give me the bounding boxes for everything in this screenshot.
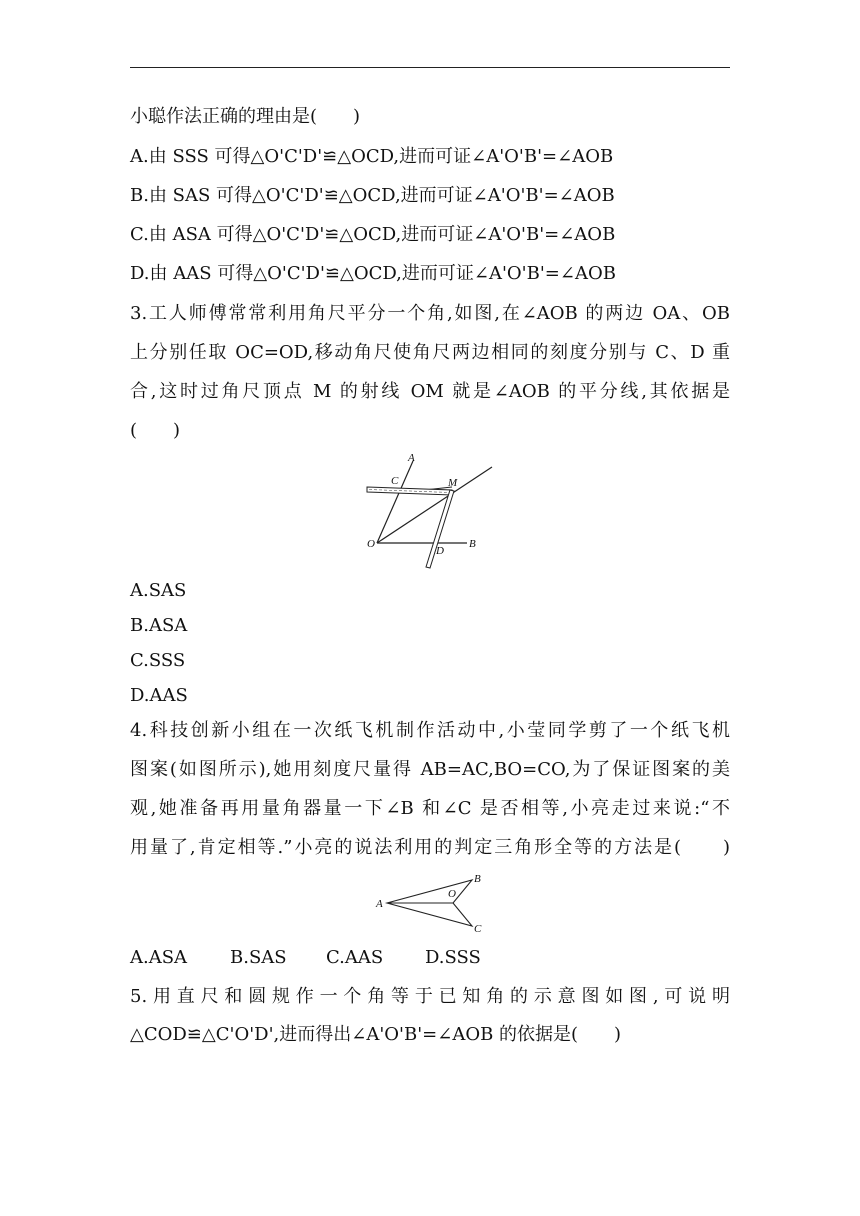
q3-option-b: B.ASA bbox=[130, 615, 188, 636]
q4-figure bbox=[370, 870, 490, 936]
q4-stem-line-4: 用量了,肯定相等.”小亮的说法利用的判定三角形全等的方法是( ) bbox=[130, 837, 730, 858]
header-rule bbox=[130, 67, 730, 68]
q2-stem: 小聪作法正确的理由是( ) bbox=[130, 106, 361, 127]
q4-option-b: B.SAS bbox=[230, 947, 287, 968]
q3-label-d: D bbox=[436, 545, 444, 557]
q3-stem-line-2: 上分别任取 OC=OD,移动角尺使角尺两边相同的刻度分别与 C、D 重 bbox=[130, 342, 730, 363]
q3-label-c: C bbox=[391, 475, 399, 487]
q4-label-c: C bbox=[474, 923, 482, 935]
q3-label-m: M bbox=[448, 477, 458, 489]
q3-stem-line-3: 合,这时过角尺顶点 M 的射线 OM 就是∠AOB 的平分线,其依据是 bbox=[130, 381, 730, 402]
q4-options bbox=[130, 947, 730, 969]
q4-stem-line-3: 观,她准备再用量角器量一下∠B 和∠C 是否相等,小亮走过来说:“不 bbox=[130, 798, 730, 819]
q5-stem-line-2: △COD≌△C'O'D',进而得出∠A'O'B'=∠AOB 的依据是( ) bbox=[130, 1024, 622, 1045]
q3-option-d: D.AAS bbox=[130, 685, 188, 706]
q5-stem-line-1: 5.用直尺和圆规作一个角等于已知角的示意图如图,可说明 bbox=[130, 986, 730, 1007]
q3-label-b: B bbox=[469, 538, 476, 550]
q4-option-c: C.AAS bbox=[326, 947, 384, 968]
q3-figure bbox=[355, 450, 505, 572]
q2-option-a: A.由 SSS 可得△O'C'D'≌△OCD,进而可证∠A'O'B'=∠AOB bbox=[130, 146, 614, 167]
q4-label-a: A bbox=[376, 898, 383, 910]
q3-stem-line-4: ( ) bbox=[130, 420, 181, 441]
q4-stem-line-2: 图案(如图所示),她用刻度尺量得 AB=AC,BO=CO,为了保证图案的美 bbox=[130, 759, 730, 780]
q4-option-a: A.ASA bbox=[130, 947, 188, 968]
q3-stem-line-1: 3.工人师傅常常利用角尺平分一个角,如图,在∠AOB 的两边 OA、OB bbox=[130, 303, 730, 324]
q3-option-a: A.SAS bbox=[130, 580, 187, 601]
q4-stem-line-1: 4.科技创新小组在一次纸飞机制作活动中,小莹同学剪了一个纸飞机 bbox=[130, 720, 730, 741]
q4-label-o: O bbox=[448, 888, 456, 900]
q2-option-c: C.由 ASA 可得△O'C'D'≌△OCD,进而可证∠A'O'B'=∠AOB bbox=[130, 224, 616, 245]
q3-label-a: A bbox=[408, 452, 415, 464]
q3-option-c: C.SSS bbox=[130, 650, 186, 671]
q2-option-b: B.由 SAS 可得△O'C'D'≌△OCD,进而可证∠A'O'B'=∠AOB bbox=[130, 185, 615, 206]
q3-label-o: O bbox=[367, 538, 375, 550]
q4-option-d: D.SSS bbox=[425, 947, 481, 968]
q2-option-d: D.由 AAS 可得△O'C'D'≌△OCD,进而可证∠A'O'B'=∠AOB bbox=[130, 263, 616, 284]
q4-label-b: B bbox=[474, 873, 481, 885]
